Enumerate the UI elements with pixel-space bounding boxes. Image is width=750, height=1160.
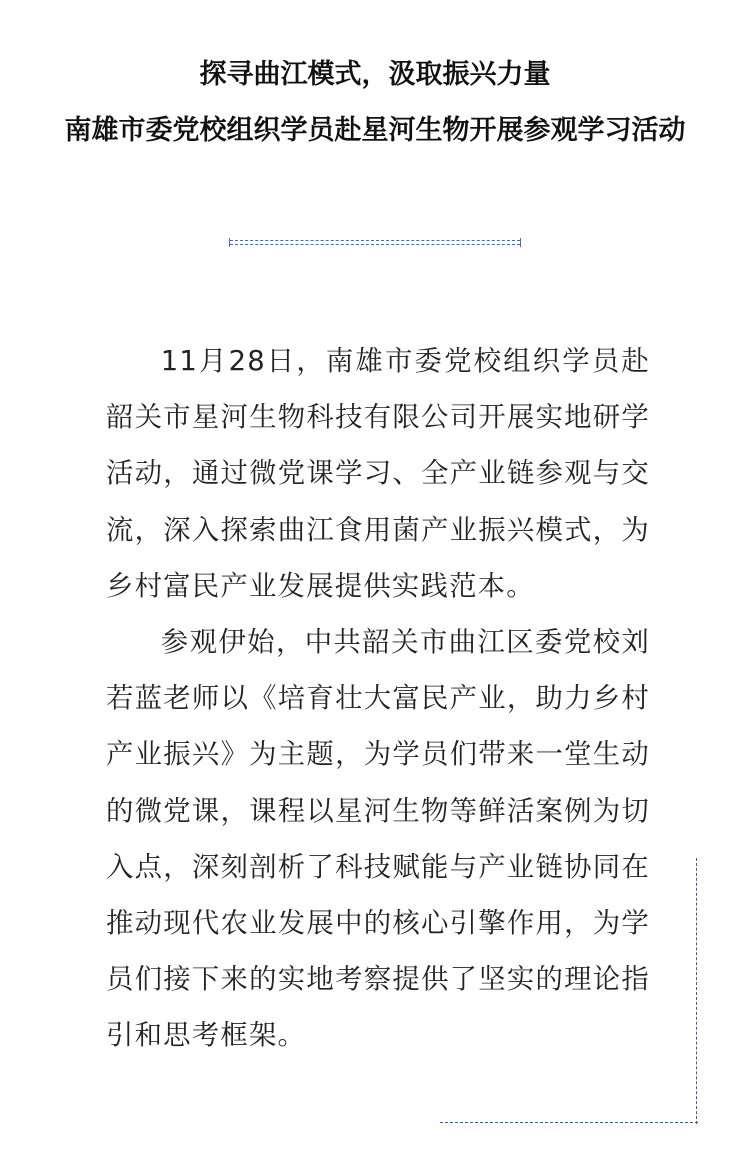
title-divider	[230, 240, 520, 245]
article-title-line-1: 探寻曲江模式，汲取振兴力量	[199, 59, 551, 90]
divider-cap-right	[520, 238, 521, 247]
decorative-frame-right	[696, 858, 697, 1124]
article-body	[106, 334, 650, 1065]
decorative-frame-bottom	[440, 1122, 698, 1123]
paragraph-2: 参观伊始，中共韶关市曲江区委党校刘若蓝老师以《培育壮大富民产业，助力乡村产业振兴》为主题，为学员们带来一堂生动的微党课，课程以星河生物等鲜活案例为切入点，深刻剖析了科技赋能与产业链协同在推动现代农业发展中的核心引擎作用，为学员们接下来的实地考察提供了坚实的理论指引和思考框架。	[106, 627, 650, 1052]
divider-cap-left	[229, 238, 230, 247]
article-title-line-2: 南雄市委党校组织学员赴星河生物开展参观学习活动	[64, 115, 686, 146]
paragraph-1: 11月28日，南雄市委党校组织学员赴韶关市星河生物科技有限公司开展实地研学活动，通过微党课学习、全产业链参观与交流，深入探索曲江食用菌产业振兴模式，为乡村富民产业发展提供实践范本。	[106, 346, 650, 602]
